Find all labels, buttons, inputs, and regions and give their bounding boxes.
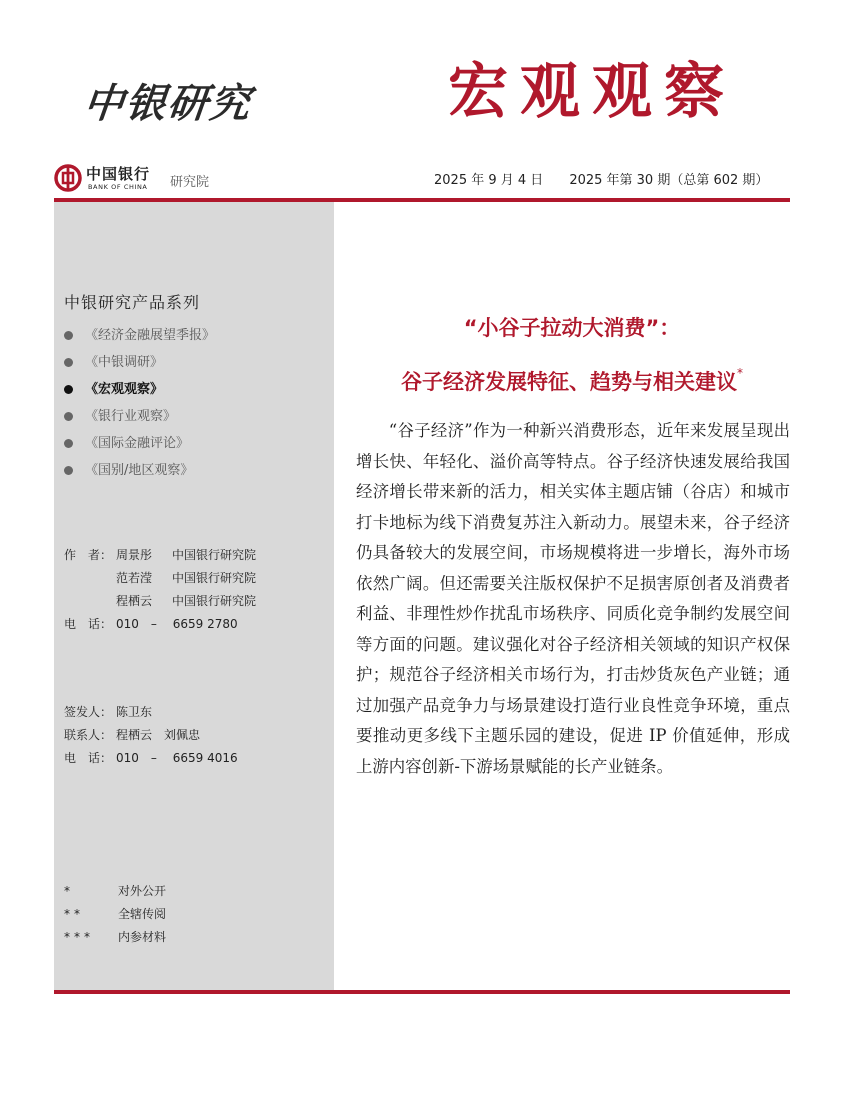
author-row xyxy=(64,567,256,590)
institute-label: 研究院 xyxy=(170,175,210,190)
contact-names: 程栖云 刘佩忠 xyxy=(116,728,201,742)
article-title-line1: “小谷子拉动大消费”： xyxy=(463,316,681,340)
issuer-block xyxy=(64,701,238,770)
author-row xyxy=(64,590,256,613)
series-title: 宏观观察 xyxy=(448,57,736,127)
access-stars: * xyxy=(64,884,74,898)
issuer-name: 陈卫东 xyxy=(116,705,153,719)
bank-of-china-emblem-icon xyxy=(54,164,82,192)
contact-label: 联系人： xyxy=(64,728,113,742)
series-item-label: 《中银调研》 xyxy=(85,354,164,370)
author-block xyxy=(64,544,256,636)
series-item-current[interactable] xyxy=(64,376,215,403)
series-item-label: 《国际金融评论》 xyxy=(85,435,190,451)
series-item[interactable] xyxy=(64,349,215,376)
bank-name-en: BANK OF CHINA xyxy=(88,183,148,191)
phone-label: 电 话： xyxy=(64,751,113,765)
brand-logo: 中银研究 xyxy=(81,80,255,127)
access-label: 对外公开 xyxy=(118,884,167,898)
access-level-row xyxy=(64,926,166,949)
bullet-icon xyxy=(64,358,73,367)
bullet-icon xyxy=(64,466,73,475)
series-list xyxy=(64,322,215,484)
series-item-label: 《国别/地区观察》 xyxy=(85,462,194,478)
series-item-label: 《经济金融展望季报》 xyxy=(85,327,216,343)
sidebar-title: 中银研究产品系列 xyxy=(64,293,201,312)
access-label: 全辖传阅 xyxy=(118,907,167,921)
bullet-icon xyxy=(64,439,73,448)
author-org: 中国银行研究院 xyxy=(172,571,257,585)
author-name: 范若滢 xyxy=(116,571,153,585)
series-item[interactable] xyxy=(64,403,215,430)
publication-date: 2025 年 9 月 4 日 xyxy=(434,173,544,188)
issue-number: 2025 年第 30 期（总第 602 期） xyxy=(569,173,769,188)
contact-phone: 010 – 6659 4016 xyxy=(116,751,238,765)
phone-label: 电 话： xyxy=(64,617,113,631)
series-item[interactable] xyxy=(64,457,215,484)
author-phone: 010 – 6659 2780 xyxy=(116,617,238,631)
access-level-row xyxy=(64,880,166,903)
bank-name-cn: 中国银行 xyxy=(86,165,151,183)
issuer-row xyxy=(64,701,238,724)
author-label: 作 者： xyxy=(64,548,113,562)
article-abstract: “谷子经济”作为一种新兴消费形态，近年来发展呈现出增长快、年轻化、溢价高等特点。谷子经济快速发展给我国经济增长带来新的活力，相关实体主题店铺（谷店）和城市打卡地标为线下消费复苏注入新动力。展望未来，谷子经济仍具备较大的发展空间，市场规模将进一步增长，海外市场依然广阔。但还需要关注版权保护不足损害原创者及消费者利益、非理性炒作扰乱市场秩序、同质化竞争制约发展空间等方面的问题。建议强化对谷子经济相关领域的知识产权保护；规范谷子经济相关市场行为，打击炒货灰色产业链；通过加强产品竞争力与场景建设打造行业良性竞争环境，重点要推动更多线下主题乐园的建设，促进 IP 价值延伸，形成上游内容创新-下游场景赋能的长产业链条。 xyxy=(356,421,790,776)
author-label xyxy=(64,590,116,613)
author-org: 中国银行研究院 xyxy=(172,548,257,562)
author-row xyxy=(64,544,256,567)
author-phone-row xyxy=(64,613,256,636)
article-title-text: 谷子经济发展特征、趋势与相关建议 xyxy=(401,370,737,394)
contact-phone-row xyxy=(64,747,238,770)
access-label: 内参材料 xyxy=(118,930,167,944)
author-name: 周景彤 xyxy=(116,548,153,562)
bullet-icon xyxy=(64,331,73,340)
article-title-line2 xyxy=(354,366,790,396)
author-org: 中国银行研究院 xyxy=(172,594,257,608)
issuer-label: 签发人： xyxy=(64,705,113,719)
contact-row xyxy=(64,724,238,747)
access-level-row xyxy=(64,903,166,926)
author-name: 程栖云 xyxy=(116,594,153,608)
bullet-icon xyxy=(64,412,73,421)
publication-info xyxy=(434,169,768,188)
author-label xyxy=(64,567,116,590)
footer-rule xyxy=(54,990,790,994)
series-item-label: 《银行业观察》 xyxy=(85,408,177,424)
access-level-legend xyxy=(64,880,166,949)
access-stars: ** xyxy=(64,907,84,921)
series-item[interactable] xyxy=(64,430,215,457)
access-stars: *** xyxy=(64,930,94,944)
footnote-mark: * xyxy=(737,366,743,380)
series-item-label: 《宏观观察》 xyxy=(85,381,164,397)
bullet-icon xyxy=(64,385,73,394)
series-item[interactable] xyxy=(64,322,215,349)
